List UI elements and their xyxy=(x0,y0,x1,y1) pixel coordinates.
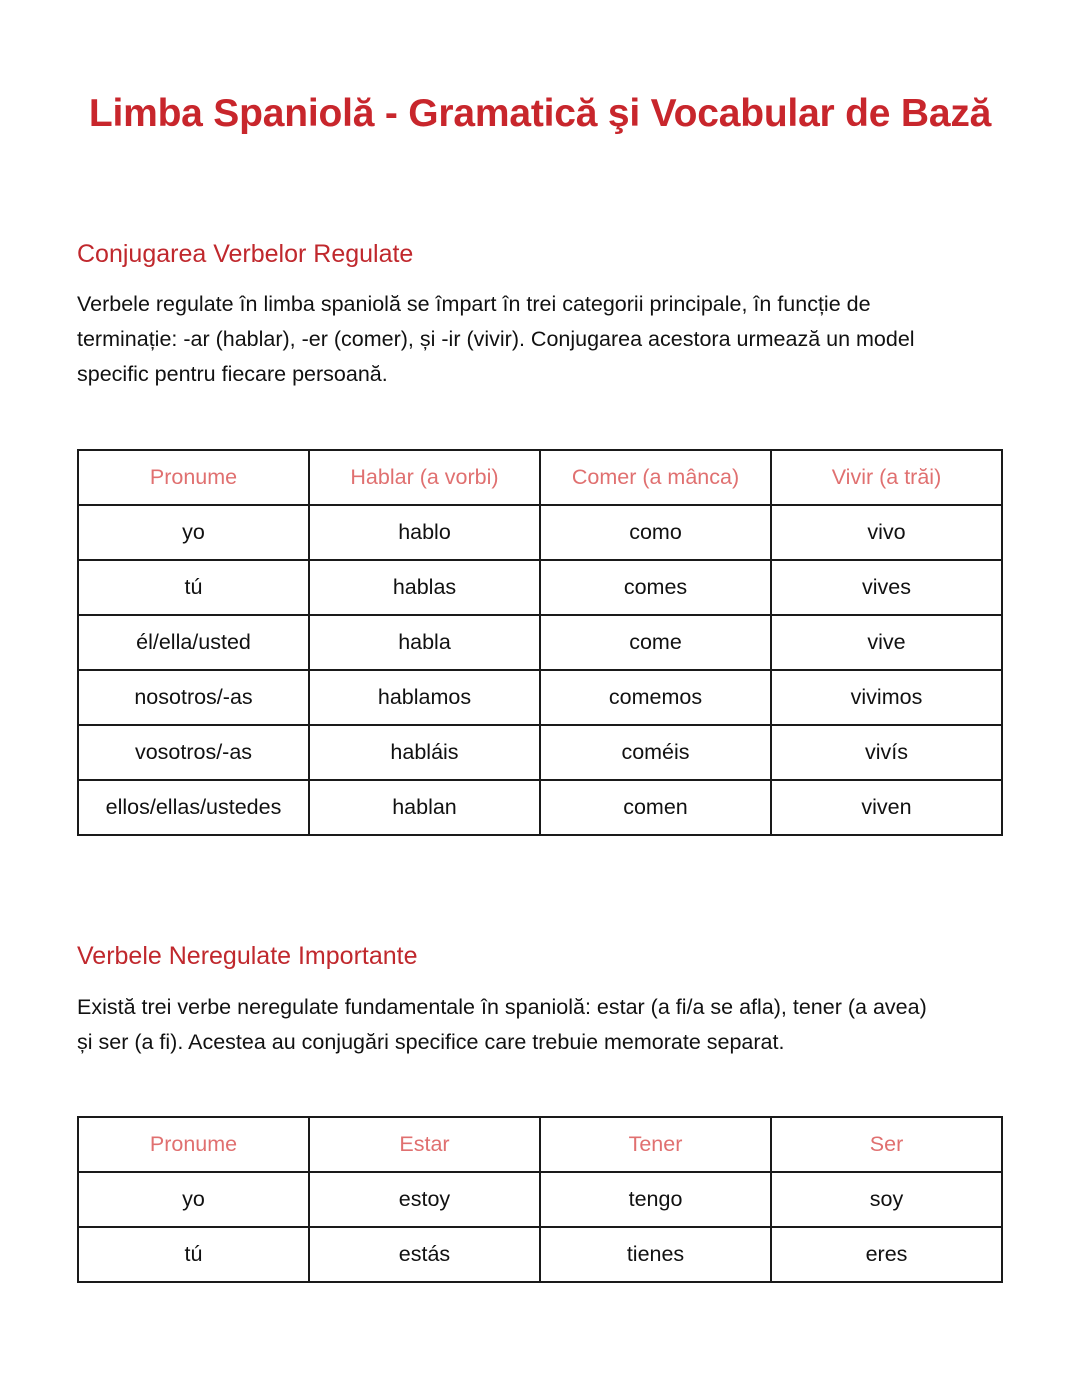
table-cell: vive xyxy=(771,615,1002,670)
table-cell: tú xyxy=(78,1227,309,1282)
irregular-verbs-table xyxy=(77,1116,1003,1283)
table-header-row xyxy=(78,1117,1002,1172)
table-cell: habla xyxy=(309,615,540,670)
table-cell: estoy xyxy=(309,1172,540,1227)
table-cell: él/ella/usted xyxy=(78,615,309,670)
table-cell: vivo xyxy=(771,505,1002,560)
table-header-row xyxy=(78,450,1002,505)
table-cell: ellos/ellas/ustedes xyxy=(78,780,309,835)
column-header: Pronume xyxy=(78,450,309,505)
column-header: Ser xyxy=(771,1117,1002,1172)
paragraph-line: terminație: -ar (hablar), -er (comer), și -ir (vivir). Conjugarea acestora urmează un model xyxy=(77,327,915,351)
column-header: Estar xyxy=(309,1117,540,1172)
table-row xyxy=(78,560,1002,615)
table-cell: hablan xyxy=(309,780,540,835)
table-cell: tú xyxy=(78,560,309,615)
table-row xyxy=(78,615,1002,670)
section-paragraph-irregular-verbs xyxy=(77,990,1007,1060)
table-row xyxy=(78,670,1002,725)
section-paragraph-regular-verbs xyxy=(77,287,1007,392)
table-cell: vivís xyxy=(771,725,1002,780)
table-cell: come xyxy=(540,615,771,670)
table-cell: tienes xyxy=(540,1227,771,1282)
table-cell: hablo xyxy=(309,505,540,560)
paragraph-line: Verbele regulate în limba spaniolă se împart în trei categorii principale, în funcție de xyxy=(77,292,871,316)
table-cell: eres xyxy=(771,1227,1002,1282)
table-cell: yo xyxy=(78,505,309,560)
page-title: Limba Spaniolă - Gramatică şi Vocabular de Bază xyxy=(88,92,992,135)
table-cell: estás xyxy=(309,1227,540,1282)
table-cell: hablas xyxy=(309,560,540,615)
column-header: Hablar (a vorbi) xyxy=(309,450,540,505)
table-cell: hablamos xyxy=(309,670,540,725)
table-row xyxy=(78,725,1002,780)
table-cell: viven xyxy=(771,780,1002,835)
paragraph-line: specific pentru fiecare persoană. xyxy=(77,362,388,386)
table-cell: comemos xyxy=(540,670,771,725)
table-cell: tengo xyxy=(540,1172,771,1227)
table-cell: comen xyxy=(540,780,771,835)
column-header: Vivir (a trăi) xyxy=(771,450,1002,505)
table-cell: como xyxy=(540,505,771,560)
paragraph-line: Există trei verbe neregulate fundamentale în spaniolă: estar (a fi/a se afla), tener (a avea) xyxy=(77,995,927,1019)
regular-verbs-table xyxy=(77,449,1003,836)
table-cell: yo xyxy=(78,1172,309,1227)
table-row xyxy=(78,1172,1002,1227)
table-cell: vivimos xyxy=(771,670,1002,725)
column-header: Comer (a mânca) xyxy=(540,450,771,505)
table-cell: nosotros/-as xyxy=(78,670,309,725)
section-heading-regular-verbs: Conjugarea Verbelor Regulate xyxy=(77,240,414,268)
table-cell: vives xyxy=(771,560,1002,615)
table-row xyxy=(78,505,1002,560)
table-row xyxy=(78,1227,1002,1282)
table-cell: soy xyxy=(771,1172,1002,1227)
table-cell: vosotros/-as xyxy=(78,725,309,780)
table-cell: comes xyxy=(540,560,771,615)
column-header: Tener xyxy=(540,1117,771,1172)
paragraph-line: și ser (a fi). Acestea au conjugări specifice care trebuie memorate separat. xyxy=(77,1030,785,1054)
column-header: Pronume xyxy=(78,1117,309,1172)
table-row xyxy=(78,780,1002,835)
table-cell: habláis xyxy=(309,725,540,780)
section-heading-irregular-verbs: Verbele Neregulate Importante xyxy=(77,942,418,970)
table-cell: coméis xyxy=(540,725,771,780)
